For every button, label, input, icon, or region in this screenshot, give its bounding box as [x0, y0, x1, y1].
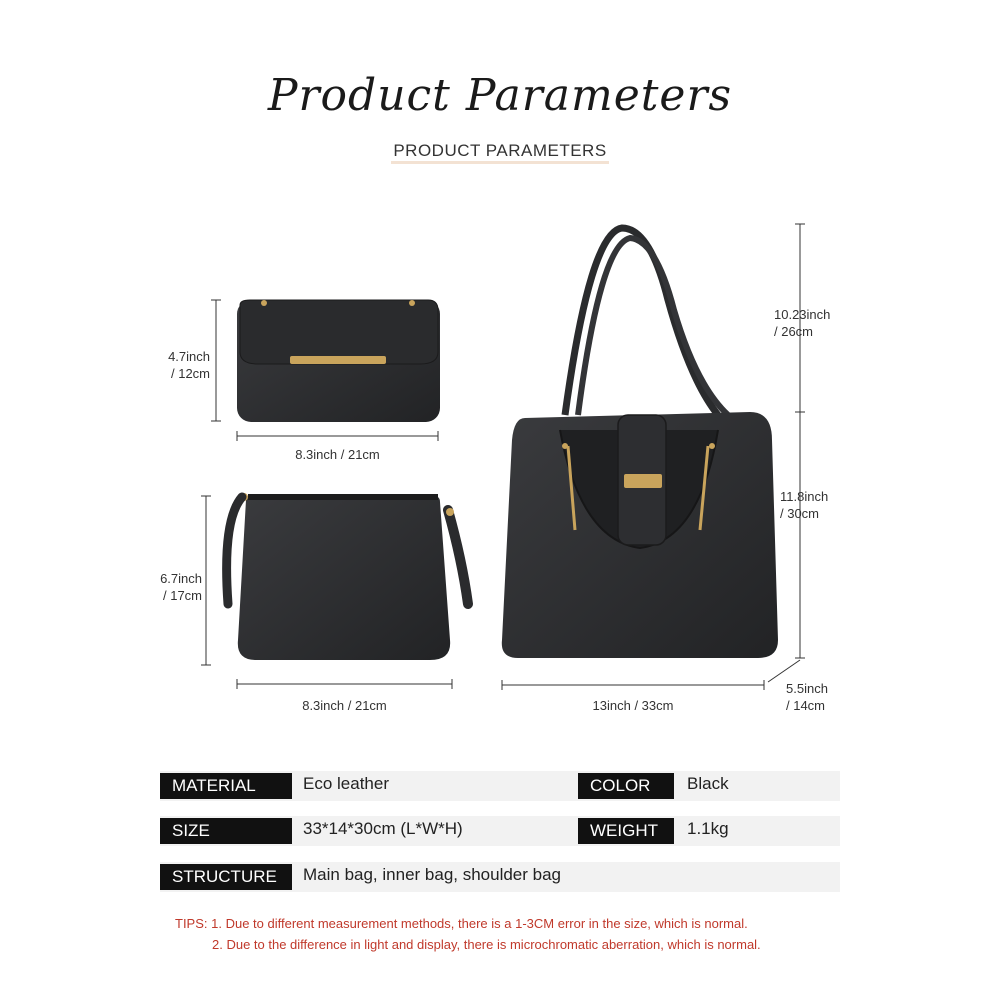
tote-height-label: 11.8inch / 30cm: [780, 489, 829, 521]
param-row-structure: [160, 862, 840, 892]
page-title: Product Parameters: [267, 70, 733, 121]
weight-value: 1.1kg: [687, 819, 729, 838]
color-label: COLOR: [578, 773, 674, 799]
structure-label: STRUCTURE: [160, 864, 292, 890]
pouch-height-label: 6.7inch / 17cm: [160, 571, 202, 603]
clutch-height-label: 4.7inch / 12cm: [168, 349, 210, 381]
pouch-bag-image: [227, 493, 468, 660]
weight-label: WEIGHT: [578, 818, 674, 844]
structure-value: Main bag, inner bag, shoulder bag: [303, 865, 562, 884]
tote-handle-drop-label: 10.23inch / 26cm: [774, 307, 831, 339]
clutch-width-label: 8.3inch / 21cm: [295, 447, 380, 462]
size-value: 33*14*30cm (L*W*H): [303, 819, 463, 838]
material-label: MATERIAL: [160, 773, 292, 799]
color-value: Black: [687, 774, 729, 793]
tote-bag-image: [502, 228, 778, 658]
pouch-width-label: 8.3inch / 21cm: [302, 698, 387, 713]
tips-line-2: 2. Due to the difference in light and display, there is microchromatic aberration, which is normal.: [212, 937, 761, 952]
param-row-size-weight: [160, 816, 840, 846]
clutch-bag-image: [237, 300, 440, 422]
tote-depth-label: 5.5inch / 14cm: [786, 681, 828, 713]
size-label: SIZE: [160, 818, 292, 844]
param-row-material-color: [160, 771, 840, 801]
page-subtitle: PRODUCT PARAMETERS: [0, 141, 1000, 161]
tote-width-label: 13inch / 33cm: [592, 698, 674, 713]
tips-line-1: TIPS: 1. Due to different measurement methods, there is a 1-3CM error in the size, which is normal.: [175, 916, 748, 931]
material-value: Eco leather: [303, 774, 389, 793]
